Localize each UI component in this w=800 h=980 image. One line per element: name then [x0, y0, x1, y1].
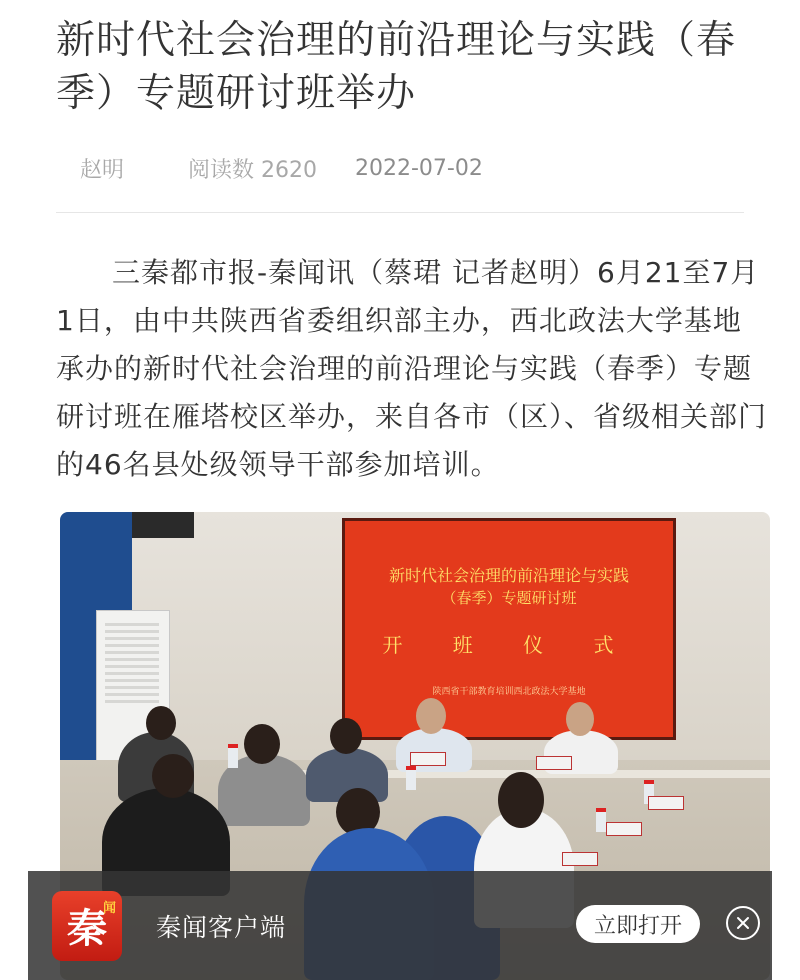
- photo-person-head: [498, 772, 544, 828]
- screen-text-line4: 陕西省干部教育培训西北政法大学基地: [432, 687, 586, 697]
- publish-date: 2022-07-02: [355, 155, 483, 181]
- photo-projection-screen: [342, 518, 676, 740]
- close-circle-icon[interactable]: [726, 906, 760, 940]
- read-count: 阅读数 2620: [188, 157, 317, 183]
- app-download-banner[interactable]: [28, 871, 772, 980]
- screen-text-line3: 开 班 仪 式: [382, 633, 636, 657]
- photo-nameplate: [648, 796, 684, 810]
- screen-text-line2: （春季）专题研讨班: [441, 589, 577, 607]
- meta-divider: [56, 212, 744, 213]
- author-name[interactable]: 赵明: [80, 157, 125, 183]
- photo-water-bottle: [228, 744, 238, 768]
- app-logo: [52, 891, 122, 961]
- photo-person-head: [566, 702, 594, 736]
- logo-mini: 闻: [102, 900, 116, 916]
- photo-person-head: [146, 706, 176, 740]
- logo-char: 秦: [67, 905, 107, 952]
- photo-nameplate: [606, 822, 642, 836]
- article-title: 新时代社会治理的前沿理论与实践（春季）专题研讨班举办: [56, 18, 737, 116]
- article-paragraph: 三秦都市报-秦闻讯（蔡珺 记者赵明）6月21至7月1日，由中共陕西省委组织部主办，西北政法大学基地承办的新时代社会治理的前沿理论与实践（春季）专题研讨班在雁塔校区举办，来自各市（区）、省级相关部门的46名县处级领导干部参加培训。: [56, 256, 768, 481]
- app-name: 秦闻客户端: [156, 912, 287, 942]
- photo-person-head: [330, 718, 362, 754]
- article-meta: [56, 148, 772, 188]
- open-app-button[interactable]: 立即打开: [576, 905, 700, 943]
- photo-speaker: [132, 512, 194, 538]
- article: [0, 0, 800, 489]
- photo-person-head: [152, 754, 194, 798]
- photo-person-head: [244, 724, 280, 764]
- photo-nameplate: [410, 752, 446, 766]
- photo-person-head: [416, 698, 446, 734]
- screen-text-line1: 新时代社会治理的前沿理论与实践: [388, 566, 629, 585]
- photo-nameplate: [562, 852, 598, 866]
- photo-water-bottle: [596, 808, 606, 832]
- photo-nameplate: [536, 756, 572, 770]
- close-icon: [736, 916, 750, 930]
- photo-water-bottle: [406, 766, 416, 790]
